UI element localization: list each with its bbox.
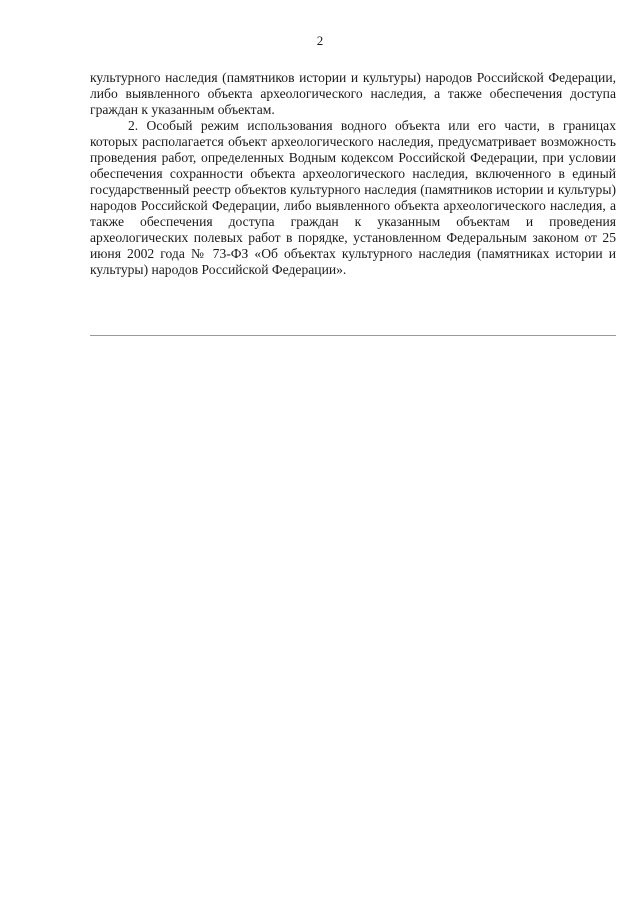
page-number: 2 <box>316 33 324 48</box>
paragraph-item-2: 2. Особый режим использования водного объекта или его части, в границах которых располагается объект археологического наследия, предусматривает возможность проведения работ, определенных Водным кодексом Российской Федерации, при условии обеспечения сохранности объекта археологического наследия, включенного в единый государственный реестр объектов культурного наследия (памятников истории и культуры) народов Российской Федерации, либо выявленного объекта археологического наследия, а также обеспечения доступа граждан к указанным объектам и проведения археологических полевых работ в порядке, установленном Федеральным законом от 25 июня 2002 года № 73-ФЗ «Об объектах культурного наследия (памятниках истории и культуры) народов Российской Федерации». <box>90 118 616 277</box>
document-body <box>90 70 616 278</box>
paragraph-continuation: культурного наследия (памятников истории и культуры) народов Российской Федерации, либо выявленного объекта археологического наследия, а также обеспечения доступа граждан к указанным объектам. <box>90 70 616 117</box>
end-of-text-rule <box>90 335 616 336</box>
